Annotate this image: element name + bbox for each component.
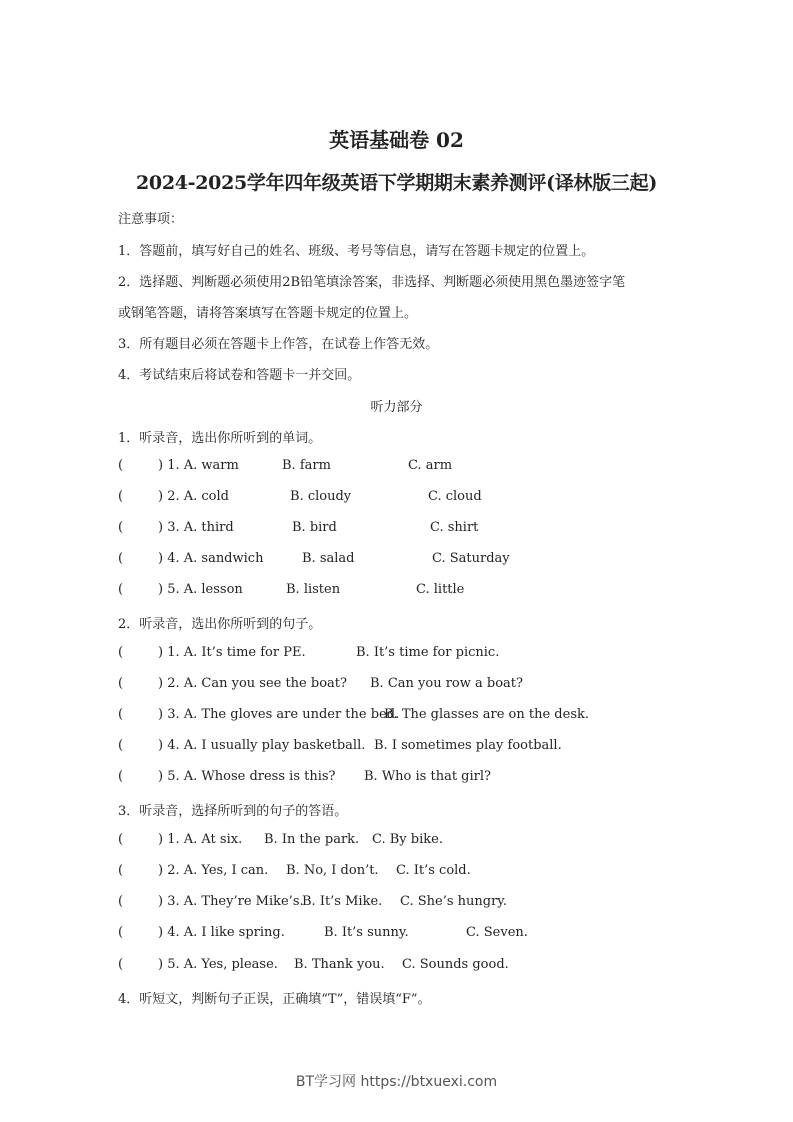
option-a: ) 5. A. lesson: [158, 582, 243, 597]
option-c: C. Seven.: [466, 925, 528, 940]
answer-paren: (: [118, 738, 124, 753]
option-b: B. Thank you.: [294, 957, 385, 972]
q4-heading: 4．听短文，判断句子正误，正确填“T”，错误填“F”。: [118, 992, 431, 1007]
option-b: B. No, I don’t.: [286, 863, 379, 878]
option-a: ) 3. A. They’re Mike’s.: [158, 894, 304, 909]
option-c: C. She’s hungry.: [400, 894, 508, 909]
option-a: ) 2. A. Can you see the boat?: [158, 676, 347, 691]
option-a: ) 3. A. third: [158, 520, 234, 535]
answer-paren: (: [118, 707, 124, 722]
option-a: ) 4. A. I usually play basketball.: [158, 738, 366, 753]
option-a: ) 1. A. It’s time for PE.: [158, 645, 306, 660]
option-b: B. Can you row a boat?: [370, 676, 523, 691]
option-b: B. farm: [282, 458, 331, 473]
option-b: B. The glasses are on the desk.: [384, 707, 589, 722]
note-line: 4．考试结束后将试卷和答题卡一并交回。: [118, 368, 361, 383]
answer-paren: (: [118, 458, 124, 473]
answer-paren: (: [118, 769, 124, 784]
watermark-footer: BT学习网 https://btxuexi.com: [295, 1074, 498, 1090]
answer-paren: (: [118, 832, 124, 847]
answer-paren: (: [118, 551, 124, 566]
option-a: ) 4. A. I like spring.: [158, 925, 285, 940]
answer-paren: (: [118, 645, 124, 660]
answer-paren: (: [118, 925, 124, 940]
option-a: ) 4. A. sandwich: [158, 551, 264, 566]
answer-paren: (: [118, 582, 124, 597]
option-b: B. cloudy: [290, 489, 352, 504]
option-a: ) 5. A. Yes, please.: [158, 957, 278, 972]
q1-heading: 1．听录音，选出你所听到的单词。: [118, 431, 322, 446]
option-a: ) 1. A. warm: [158, 458, 239, 473]
option-b: B. It’s time for picnic.: [356, 645, 500, 660]
option-a: ) 2. A. cold: [158, 489, 229, 504]
option-b: B. It’s Mike.: [302, 894, 383, 909]
answer-paren: (: [118, 489, 124, 504]
answer-paren: (: [118, 676, 124, 691]
option-b: B. bird: [292, 520, 337, 535]
option-a: ) 5. A. Whose dress is this?: [158, 769, 336, 784]
document-subtitle: 2024-2025学年四年级英语下学期期末素养测评(译林版三起): [135, 172, 658, 194]
option-a: ) 3. A. The gloves are under the bed.: [158, 707, 400, 722]
section-heading: 听力部分: [370, 400, 423, 415]
option-b: B. Who is that girl?: [364, 769, 491, 784]
option-b: B. It’s sunny.: [324, 925, 409, 940]
option-c: C. shirt: [430, 520, 479, 535]
answer-paren: (: [118, 863, 124, 878]
answer-paren: (: [118, 957, 124, 972]
option-c: C. Sounds good.: [402, 957, 509, 972]
q3-heading: 3．听录音，选择所听到的句子的答语。: [118, 804, 348, 819]
option-c: C. Saturday: [432, 551, 510, 566]
notes-header: 注意事项：: [118, 212, 184, 227]
option-b: B. listen: [286, 582, 341, 597]
note-line: 或钢笔答题，请将答案填写在答题卡规定的位置上。: [118, 306, 418, 321]
option-c: C. little: [416, 582, 465, 597]
option-b: B. In the park.: [264, 832, 360, 847]
option-c: C. cloud: [428, 489, 482, 504]
option-a: ) 1. A. At six.: [158, 832, 243, 847]
answer-paren: (: [118, 520, 124, 535]
option-a: ) 2. A. Yes, I can.: [158, 863, 269, 878]
option-b: B. salad: [302, 551, 355, 566]
option-c: C. arm: [408, 458, 453, 473]
note-line: 2．选择题、判断题必须使用2B铅笔填涂答案，非选择、判断题必须使用黑色墨迹签字笔: [118, 275, 626, 290]
option-b: B. I sometimes play football.: [374, 738, 562, 753]
option-c: C. It’s cold.: [396, 863, 471, 878]
note-line: 1．答题前，填写好自己的姓名、班级、考号等信息，请写在答题卡规定的位置上。: [118, 244, 595, 259]
answer-paren: (: [118, 894, 124, 909]
option-c: C. By bike.: [372, 832, 443, 847]
note-line: 3．所有题目必须在答题卡上作答，在试卷上作答无效。: [118, 337, 439, 352]
q2-heading: 2．听录音，选出你所听到的句子。: [118, 617, 322, 632]
document-title: 英语基础卷 02: [329, 128, 464, 152]
